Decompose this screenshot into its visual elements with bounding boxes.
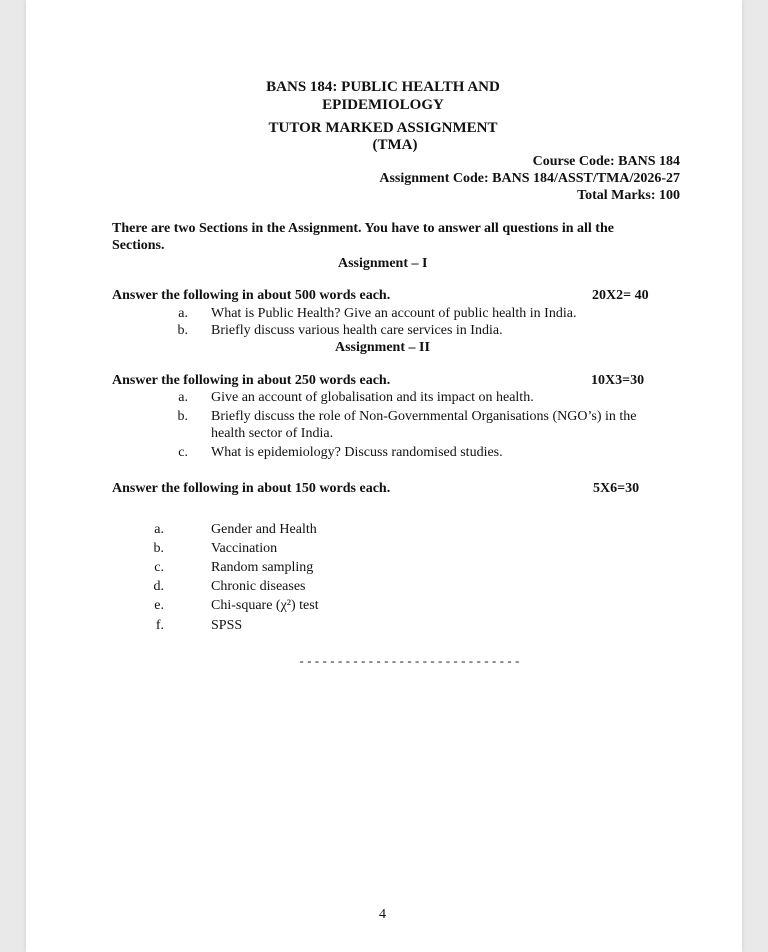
- tma-title-line1: TUTOR MARKED ASSIGNMENT: [268, 120, 498, 136]
- question-label: e.: [154, 598, 164, 613]
- section1-marks: 20X2= 40: [592, 288, 649, 303]
- section-separator: -----------------------------: [298, 655, 522, 669]
- question-label: c.: [154, 560, 164, 575]
- question-text: What is epidemiology? Discuss randomised studies.: [211, 445, 503, 460]
- question-label: f.: [155, 618, 164, 633]
- question-label: b.: [177, 323, 188, 338]
- question-text: Briefly discuss various health care services in India.: [211, 323, 503, 338]
- question-text: Vaccination: [211, 541, 278, 556]
- question-label: b.: [153, 541, 164, 556]
- question-label: a.: [178, 390, 188, 405]
- question-text-continued: health sector of India.: [211, 426, 334, 441]
- question-text: What is Public Health? Give an account of public health in India.: [211, 306, 577, 321]
- section3-prompt: Answer the following in about 150 words each.: [112, 481, 391, 496]
- course-title-line1: BANS 184: PUBLIC HEALTH AND: [266, 79, 500, 95]
- course-title-line2: EPIDEMIOLOGY: [322, 97, 444, 113]
- section2-prompt: Answer the following in about 250 words each.: [112, 373, 391, 388]
- question-label: d.: [153, 579, 164, 594]
- section1-prompt: Answer the following in about 500 words each.: [112, 288, 391, 303]
- question-label: c.: [178, 445, 188, 460]
- question-label: a.: [154, 522, 164, 537]
- assignment-code: Assignment Code: BANS 184/ASST/TMA/2026-27: [379, 171, 680, 186]
- page-number: 4: [379, 907, 386, 922]
- question-text: Chi-square (χ²) test: [211, 598, 319, 613]
- total-marks: Total Marks: 100: [577, 188, 680, 203]
- section1-heading: Assignment – I: [338, 256, 428, 271]
- tma-title-line2: (TMA): [372, 137, 418, 153]
- question-text: Briefly discuss the role of Non-Governmental Organisations (NGO’s) in the: [211, 409, 637, 424]
- course-code: Course Code: BANS 184: [532, 154, 680, 169]
- question-text: Random sampling: [211, 560, 314, 575]
- document-page: [26, 0, 742, 952]
- section2-marks: 10X3=30: [591, 373, 645, 388]
- question-label: a.: [178, 306, 188, 321]
- question-text: Gender and Health: [211, 522, 317, 537]
- section2-heading: Assignment – II: [335, 340, 430, 355]
- section3-marks: 5X6=30: [593, 481, 640, 496]
- question-text: SPSS: [211, 618, 243, 633]
- question-text: Give an account of globalisation and its impact on health.: [211, 390, 534, 405]
- instructions-line1: There are two Sections in the Assignment. You have to answer all questions in all the: [112, 221, 614, 236]
- instructions-line2: Sections.: [112, 238, 165, 253]
- question-label: b.: [177, 409, 188, 424]
- question-text: Chronic diseases: [211, 579, 306, 594]
